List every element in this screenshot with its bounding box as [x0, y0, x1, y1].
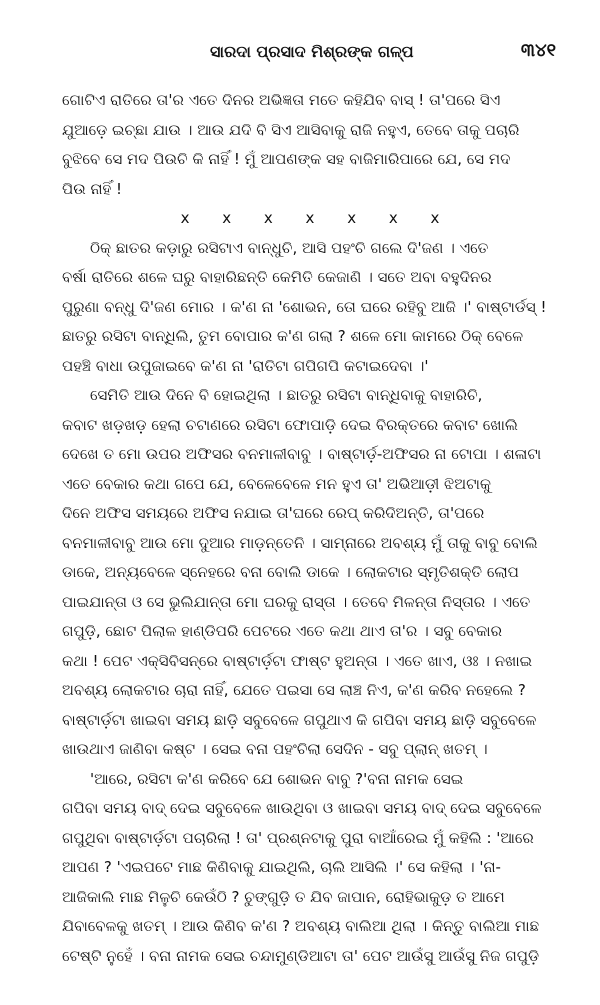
paragraph-4: [62, 765, 558, 972]
text-line: ଯିବାବେଳକୁ ଖତମ୍ । ଆଉ କିଣିବ କ'ଣ ? ଅବଶ୍ୟ ବାଲିଆ ଥିଲା । କିନ୍ତୁ ବାଲିଆ ମାଛ: [62, 917, 540, 935]
text-line: ବର୍ଷା ରାତିରେ ଶଳେ ଘରୁ ବାହାରିଛନ୍ତି କେମିତି କେଜାଣି । ସତେ ଅବା ବହୁଦିନର: [62, 268, 492, 286]
text-line: ଯୁଆଡ଼େ ଇଚ୍ଛା ଯାଉ । ଆଉ ଯଦି ବି ସିଏ ଆସିବାକୁ ରାଜି ନହୁଏ, ତେବେ ତାକୁ ପଚାରି: [62, 120, 520, 139]
text-line: ଅବଶ୍ୟ ଲୋକଟାର ଚାରା ନାହିଁ, ଯେତେ ପଇସା ସେ ଲାଞ୍ଚ ନିଏ, କ'ଣ କରିବ ନହେଲେ ?: [62, 681, 526, 699]
text-line: ଏତେ ବେକାର କଥା ଗପେ ଯେ, ବେଳେବେଳେ ମନ ହୁଏ ତା' ଅଭିଆଡ଼ୀ ଝିଅଟାକୁ: [62, 474, 491, 493]
page-number: ୩୪୧: [520, 40, 556, 61]
text-line: ଟେଷ୍ଟି ନୁହେଁ । ବନା ନାମକ ସେଇ ଚନ୍ଦାମୁଣ୍ଡିଆଟା ତା' ପେଟ ଆଉଁସୁ ଆଉଁସୁ ନିଜ ଗପୁଡ଼ି: [62, 946, 540, 965]
text-line: ଖାଉଥାଏ ଜାଣିବା କଷ୍ଟ । ସେଇ ବନା ପହଂଚିଲା ସେଦିନ - ସବୁ ପ୍ଲାନ୍ ଖତମ୍ ।: [62, 740, 488, 758]
text-line: କଥା ! ପେଟ ଏକ୍ସିବିସନ୍‌ରେ ବାଷ୍ଟାର୍ଡ଼ଟା ଫାଷ୍ଟ ହୁଅନ୍ତା । ଏତେ ଖାଏ, ଓଃ । ନଖାଇ: [62, 651, 533, 670]
text-line: 'ଆରେ, ରସିଟା କ'ଣ କରିବେ ଯେ ଶୋଭନ ବାବୁ ?'ବନା ନାମକ ସେଇ: [90, 769, 464, 788]
text-line: ବନମାଳୀବାବୁ ଆଉ ମୋ ଦୁଆର ମାଡ଼ନ୍ତେନି । ସାମ୍ନାରେ ଅବଶ୍ୟ ମୁଁ ତାକୁ ବାବୁ ବୋଲି: [62, 533, 538, 552]
text-line: ଦିନେ ଅଫିସ ସମୟରେ ଅଫିସ ନଯାଇ ତା'ଘରେ ରେପ୍ କରିଦିଅନ୍ତି, ତା'ପରେ: [62, 504, 485, 522]
text-line: ଛାତରୁ ରସିଟା ବାନ୍ଧିଲି, ତୁମ ବୋପାର କ'ଣ ଗଲା ? ଶଳେ ମୋ କାମରେ ଠିକ୍ ବେଳେ: [62, 327, 524, 345]
text-line: ପିଉ ନାହିଁ !: [62, 179, 123, 198]
page-body: [62, 86, 558, 971]
text-line: ବାଷ୍ଟାର୍ଡ଼ଟା ଖାଇବା ସମୟ ଛାଡ଼ି ସବୁବେଳେ ଗପୁଥାଏ କି ଗପିବା ସମୟ ଛାଡ଼ି ସବୁବେଳେ: [62, 710, 537, 729]
text-line: କବାଟ ଖଡ଼ଖଡ଼ ହେଲା ଚଟାଣରେ ରସିଟା ଫୋପାଡ଼ି ଦେଇ ବିରକ୍ତରେ କବାଟ ଖୋଲି: [62, 415, 518, 434]
section-separator: x x x x x x x: [180, 209, 454, 227]
text-line: ଡାକେ, ଅନ୍ୟବେଳେ ସ୍ନେହରେ ବନା ବୋଲି ଡାକେ । ଲୋକଟାର ସ୍ମୃତିଶକ୍ତି ଲୋପ: [62, 563, 519, 581]
paragraph-3: [62, 381, 558, 765]
text-line: ପାଇଯାନ୍ତା ଓ ସେ ଭୁଲିଯାନ୍ତା ମୋ ଘରକୁ ରାସ୍ତା । ତେବେ ମିଳନ୍ତା ନିସ୍ତାର । ଏତେ: [62, 592, 531, 611]
text-line: ଗପୁଥିବା ବାଷ୍ଟାର୍ଡ଼ଟା ପଚାରିଲା ! ତା' ପ୍ରଶ୍ନଟାକୁ ପୁରା ବାଆଁରେଇ ମୁଁ କହିଲି : 'ଆରେ: [62, 828, 534, 847]
text-line: ଗୋଟିଏ ରାତିରେ ତା'ର ଏତେ ଦିନର ଅଭିଜ୍ଞତା ମତେ କହିଯିବ ବାସ୍ ! ତା'ପରେ ସିଏ: [62, 91, 501, 109]
text-line: ଠିକ୍ ଛାତର କଡ଼ାରୁ ରସିଟାଏ ବାନ୍ଧୁଚି, ଆସି ପହଂଚି ଗଲେ ଦି'ଜଣ । ଏତେ: [90, 238, 489, 257]
running-title: ସାରଦା ପ୍ରସାଦ ମିଶ୍ରଙ୍କ ଗଳ୍ପ: [210, 42, 414, 61]
text-line: ଆପଣ ? 'ଏଇପଟେ ମାଛ କିଣିବାକୁ ଯାଇଥିଲି, ଚାଲି ଆସିଲି ।' ସେ କହିଲା । 'ନା-: [62, 858, 501, 876]
text-line: ବୁଝିବେ ସେ ମଦ ପିଉଚି କି ନାହିଁ ! ମୁଁ ଆପଣଙ୍କ ସହ ବାଜିମାରିପାରେ ଯେ, ସେ ମଦ: [62, 150, 511, 168]
text-line: ଗପୁଡ଼ି, ଛୋଟ ପିଲାଳ ହାଣ୍ଡିପରି ପେଟରେ ଏତେ କଥା ଥାଏ ତା'ର । ସବୁ ବେକାର: [62, 622, 502, 640]
text-line: ପୁରୁଣା ବନ୍ଧୁ ଦି'ଜଣ ମୋର । କ'ଣ ନା 'ଶୋଭନ, ତୋ ଘରେ ରହିବୁ ଆଜି ।' ବାଷ୍ଟାର୍ଡସ୍ !: [62, 297, 547, 316]
text-line: ଦେଖେ ତ ମୋ ଉପର ଅଫିସର ବନମାଳୀବାବୁ । ବାଷ୍ଟାର୍ଡ଼-ଅଫିସର ନା ଟୋପା । ଶଳାଟା: [62, 445, 542, 463]
text-line: ଗପିବା ସମୟ ବାଦ୍ ଦେଇ ସବୁବେଳେ ଖାଉଥିବା ଓ ଖାଇବା ସମୟ ବାଦ୍ ଦେଇ ସବୁବେଳେ: [62, 799, 542, 817]
page-header: [0, 40, 600, 70]
paragraph-1: [62, 86, 558, 204]
text-line: ଆଜିକାଲି ମାଛ ମିଳୁଚି କେଉଁଠି ? ଚୁଙ୍ଗୁଡ଼ି ତ ଯିବ ଜାପାନ, ରୋହିଭାକୁଡ଼ ତ ଆମେ: [62, 887, 505, 906]
text-line: ପହଞ୍ଚି ବାଧା ଉପୁଜାଇବେ କ'ଣ ନା 'ରାତିଟା ଗପିଗପି କଟାଇଦେବା ।': [62, 356, 429, 375]
paragraph-2: [62, 234, 558, 382]
text-line: ସେମିତି ଆଉ ଦିନେ ବି ହୋଇଥିଲା । ଛାତରୁ ରସିଟା ବାନ୍ଧିବାକୁ ବାହାରିଚି,: [90, 386, 483, 404]
